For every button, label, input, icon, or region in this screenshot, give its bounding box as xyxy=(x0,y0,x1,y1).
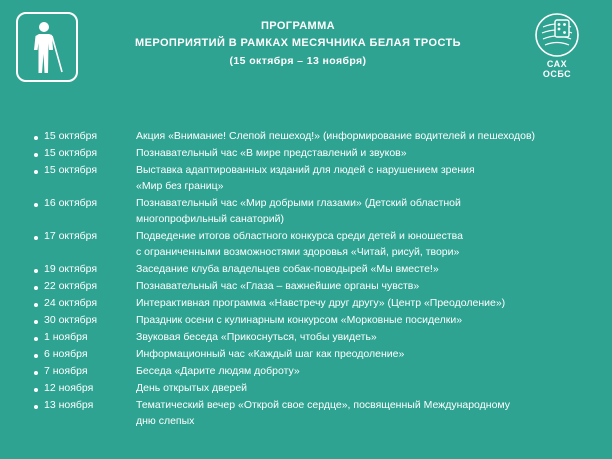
event-date: 30 октября xyxy=(44,314,98,326)
event-text-line-1: Беседа «Дарите людям доброту» xyxy=(136,365,300,377)
poster-header xyxy=(0,0,612,96)
poster-title xyxy=(78,10,518,70)
event-text-line-1: Познавательный час «В мире представлений и звуков» xyxy=(136,147,407,159)
event-text-line-1: Выставка адаптированных изданий для людей с нарушением зрения xyxy=(136,164,475,176)
event-description xyxy=(136,261,596,277)
list-item xyxy=(34,363,596,379)
event-description xyxy=(136,228,596,260)
event-text-line-2: многопрофильный санаторий) xyxy=(136,213,284,225)
event-date: 13 ноября xyxy=(44,399,94,411)
event-text-line-1: Подведение итогов областного конкурса среди детей и юношества xyxy=(136,230,463,242)
list-item xyxy=(34,162,596,194)
event-date: 17 октября xyxy=(44,230,98,242)
event-description xyxy=(136,145,596,161)
event-description xyxy=(136,162,596,194)
bullet-icon xyxy=(34,195,44,209)
event-description xyxy=(136,380,596,396)
list-item xyxy=(34,329,596,345)
event-date: 6 ноября xyxy=(44,348,88,360)
event-description xyxy=(136,128,596,144)
event-description xyxy=(136,346,596,362)
event-text-line-1: День открытых дверей xyxy=(136,382,248,394)
event-description xyxy=(136,312,596,328)
event-text-line-1: Интерактивная программа «Навстречу друг другу» (Центр «Преодоление») xyxy=(136,297,506,309)
title-line-2: МЕРОПРИЯТИЙ В РАМКАХ МЕСЯЧНИКА БЕЛАЯ ТРОСТЬ xyxy=(135,37,461,49)
bullet-icon xyxy=(34,312,44,326)
bullet-icon xyxy=(34,228,44,242)
bullet-icon xyxy=(34,162,44,176)
event-description xyxy=(136,329,596,345)
event-date: 16 октября xyxy=(44,197,98,209)
event-text-line-1: Тематический вечер «Открой свое сердце», посвященный Международному xyxy=(136,399,511,411)
event-text-line-1: Информационный час «Каждый шаг как преодоление» xyxy=(136,348,405,360)
list-item xyxy=(34,128,596,144)
bullet-icon xyxy=(34,145,44,159)
list-item xyxy=(34,195,596,227)
event-text-line-1: Познавательный час «Мир добрыми глазами» (Детский областной xyxy=(136,197,461,209)
events-list xyxy=(34,128,596,430)
bullet-icon xyxy=(34,397,44,411)
event-text-line-1: Заседание клуба владельцев собак-поводырей «Мы вместе!» xyxy=(136,263,439,275)
event-description xyxy=(136,363,596,379)
event-text-line-1: Праздник осени с кулинарным конкурсом «Морковные посиделки» xyxy=(136,314,463,326)
event-date: 12 ноября xyxy=(44,382,94,394)
event-date: 1 ноября xyxy=(44,331,88,343)
logo-text-line-2: ОСБС xyxy=(542,69,572,79)
list-item xyxy=(34,380,596,396)
list-item xyxy=(34,295,596,311)
event-description xyxy=(136,195,596,227)
bullet-icon xyxy=(34,346,44,360)
event-date: 15 октября xyxy=(44,164,98,176)
title-line-3: (15 октября – 13 ноября) xyxy=(229,55,367,67)
bullet-icon xyxy=(34,261,44,275)
event-date: 15 октября xyxy=(44,147,98,159)
event-date: 15 октября xyxy=(44,130,98,142)
list-item xyxy=(34,278,596,294)
event-text-line-1: Звуковая беседа «Прикоснуться, чтобы увидеть» xyxy=(136,331,377,343)
list-item xyxy=(34,312,596,328)
logo-mark xyxy=(534,12,580,58)
list-item xyxy=(34,145,596,161)
title-line-1: ПРОГРАММА xyxy=(260,20,336,32)
event-text-line-2: «Мир без границ» xyxy=(136,180,224,192)
bullet-icon xyxy=(34,380,44,394)
event-text-line-2: с ограниченными возможностями здоровья «Читай, рисуй, твори» xyxy=(136,246,460,258)
event-date: 19 октября xyxy=(44,263,98,275)
blind-person-with-cane-icon xyxy=(16,12,78,82)
event-description xyxy=(136,278,596,294)
bullet-icon xyxy=(34,329,44,343)
list-item xyxy=(34,346,596,362)
bullet-icon xyxy=(34,363,44,377)
event-date: 24 октября xyxy=(44,297,98,309)
list-item xyxy=(34,228,596,260)
bullet-icon xyxy=(34,295,44,309)
list-item xyxy=(34,261,596,277)
event-text-line-1: Познавательный час «Глаза – важнейшие органы чувств» xyxy=(136,280,420,292)
event-description xyxy=(136,295,596,311)
event-description xyxy=(136,397,596,429)
list-item xyxy=(34,397,596,429)
event-date: 22 октября xyxy=(44,280,98,292)
sah-osbs-logo-icon xyxy=(518,12,596,86)
event-date: 7 ноября xyxy=(44,365,88,377)
event-text-line-2: дню слепых xyxy=(136,415,195,427)
logo-text-line-1: САХ xyxy=(546,59,568,69)
event-text-line-1: Акция «Внимание! Слепой пешеход!» (информирование водителей и пешеходов) xyxy=(136,130,536,142)
logo-text xyxy=(543,59,571,79)
bullet-icon xyxy=(34,278,44,292)
bullet-icon xyxy=(34,128,44,142)
